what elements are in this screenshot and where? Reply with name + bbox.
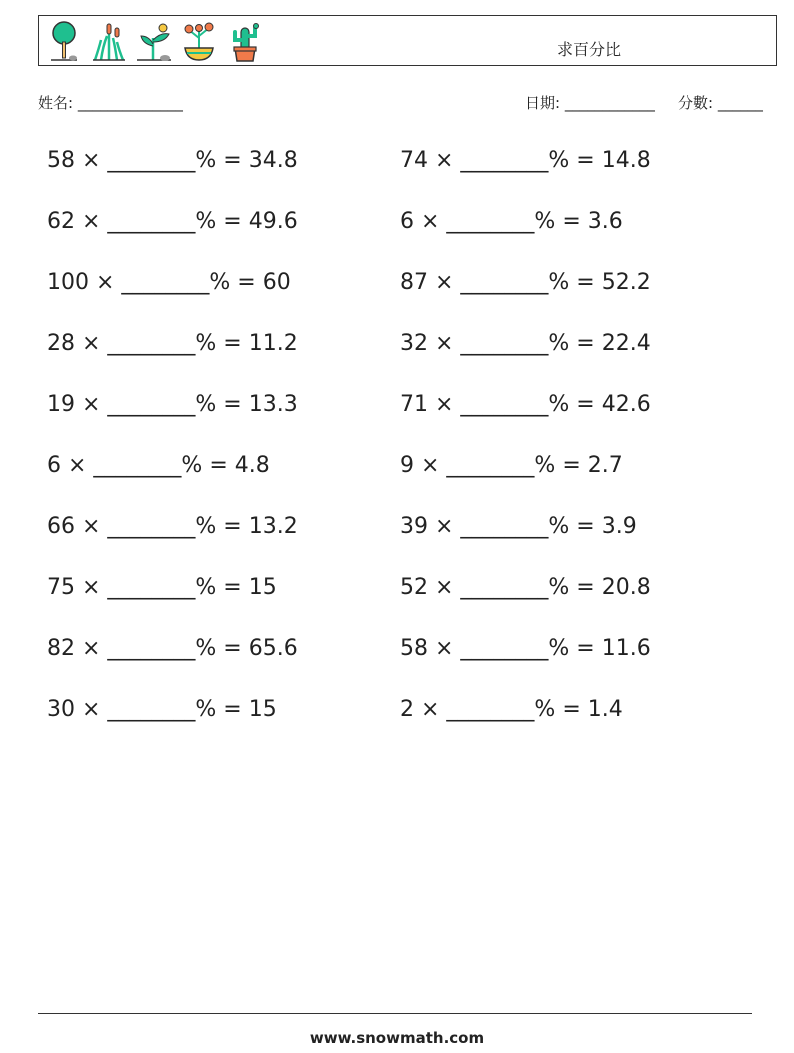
- name-field: [38, 92, 183, 113]
- tree-icon: [47, 20, 81, 62]
- problem: 30 × ________% = 15: [47, 697, 277, 722]
- problem: 32 × ________% = 22.4: [400, 331, 651, 356]
- problem: 87 × ________% = 52.2: [400, 270, 651, 295]
- date-label: 日期:: [525, 94, 561, 112]
- problem: 75 × ________% = 15: [47, 575, 277, 600]
- score-blank: ______: [717, 94, 763, 112]
- problem: 58 × ________% = 34.8: [47, 148, 298, 173]
- name-blank: ______________: [77, 94, 183, 112]
- date-field: [525, 92, 655, 113]
- problem: 52 × ________% = 20.8: [400, 575, 651, 600]
- footer-divider: [38, 1013, 752, 1014]
- problem: 62 × ________% = 49.6: [47, 209, 298, 234]
- problem: 71 × ________% = 42.6: [400, 392, 651, 417]
- worksheet-header: [38, 15, 777, 66]
- cactus-icon: [227, 20, 263, 62]
- score-field: [678, 92, 763, 113]
- problem: 74 × ________% = 14.8: [400, 148, 651, 173]
- footer-url: www.snowmath.com: [309, 1029, 485, 1047]
- problem: 58 × ________% = 11.6: [400, 636, 651, 661]
- problem: 2 × ________% = 1.4: [400, 697, 623, 722]
- problem: 66 × ________% = 13.2: [47, 514, 298, 539]
- worksheet-title: 求百分比: [557, 40, 622, 59]
- name-label: 姓名:: [38, 94, 74, 112]
- problem: 100 × ________% = 60: [47, 270, 291, 295]
- problem: 82 × ________% = 65.6: [47, 636, 298, 661]
- flower-pot-icon: [181, 20, 217, 62]
- problem: 19 × ________% = 13.3: [47, 392, 298, 417]
- score-label: 分數:: [678, 94, 714, 112]
- reeds-icon: [91, 20, 127, 62]
- sprout-icon: [135, 20, 173, 62]
- problem: 39 × ________% = 3.9: [400, 514, 637, 539]
- problem: 6 × ________% = 4.8: [47, 453, 270, 478]
- problem: 28 × ________% = 11.2: [47, 331, 298, 356]
- problem: 6 × ________% = 3.6: [400, 209, 623, 234]
- problem: 9 × ________% = 2.7: [400, 453, 623, 478]
- date-blank: ____________: [564, 94, 655, 112]
